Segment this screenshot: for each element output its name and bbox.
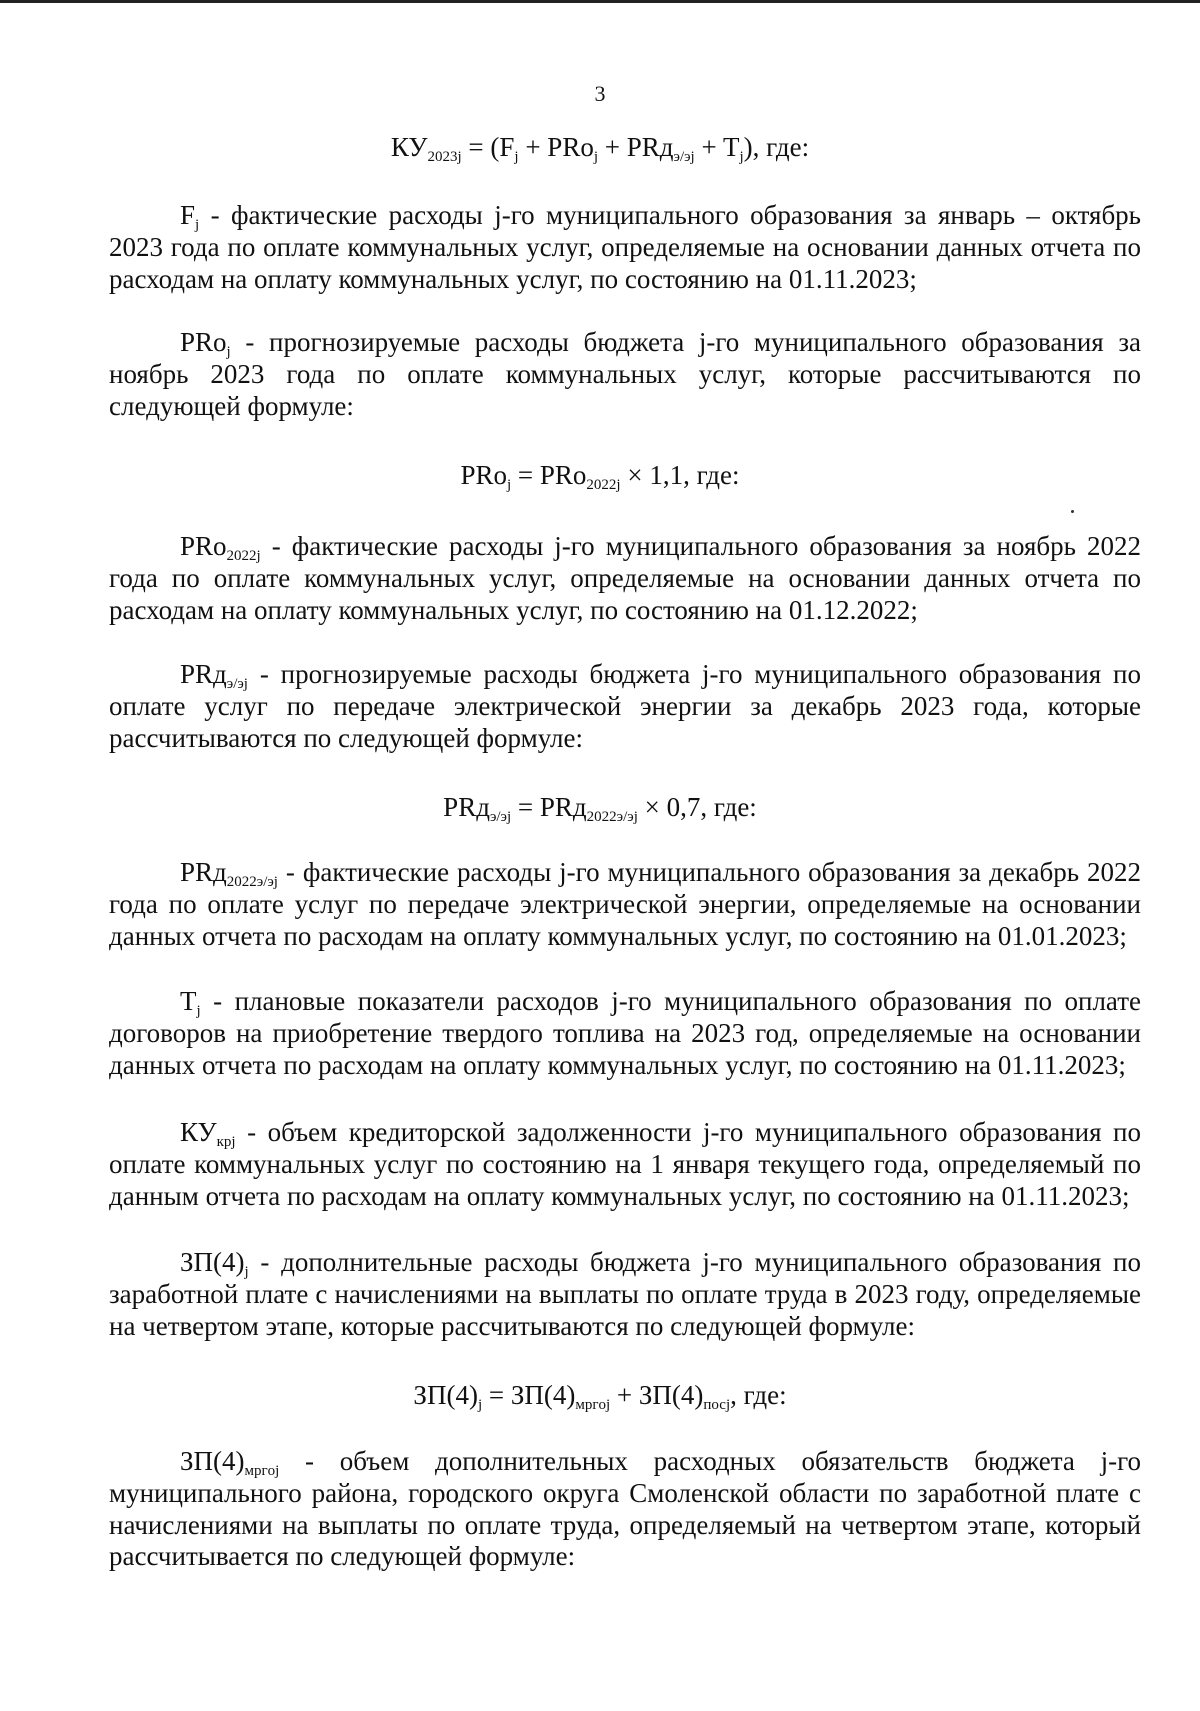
term-subscript: j <box>244 1264 249 1280</box>
formula-text: + PRд <box>598 132 674 162</box>
formula-text: × 1,1, где: <box>620 460 740 490</box>
formula-text: PRo <box>460 460 507 490</box>
definition-text: - прогнозируемые расходы бюджета j-го муниципального образования за ноябрь 2023 года по оплате коммунальных услуг, которые рассчитываются по следующей формуле: <box>109 327 1141 421</box>
formula-text: ЗП(4) <box>413 1380 478 1410</box>
formula-text: = (F <box>461 132 515 162</box>
term-subscript: j <box>195 217 200 233</box>
term: PRд <box>180 857 227 887</box>
formula-ku2023 <box>0 131 1200 163</box>
formula-text: PRд <box>443 792 490 822</box>
term-subscript: мpгoj <box>244 1463 280 1479</box>
formula-text: = PRд <box>511 792 587 822</box>
formula-subscript: э/эj <box>489 809 512 825</box>
definition-text: - объем кредиторской задолженности j-го муниципального образования по оплате коммунальных услуг по состоянию на 1 января текущего года, определяемый по данным отчета по расходам на оплату коммунальных услуг, по состоянию на 01.11.2023; <box>109 1117 1141 1211</box>
term: PRд <box>180 659 227 689</box>
formula-subscript: 2022э/эj <box>586 809 638 825</box>
term: ЗП(4) <box>180 1247 245 1277</box>
term: ЗП(4) <box>180 1446 245 1476</box>
formula-zp4 <box>0 1379 1200 1411</box>
paragraph-zp4-definition <box>109 1247 1141 1342</box>
definition-text: - фактические расходы j-го муниципального образования за ноябрь 2022 года по оплате коммунальных услуг, определяемые на основании данных отчета по расходам на оплату коммунальных услуг, по состоянию на 01.12.2022; <box>109 531 1141 625</box>
page-number: 3 <box>594 81 606 106</box>
formula-text: = PRo <box>511 460 587 490</box>
formula-text: + T <box>694 132 740 162</box>
paragraph-prd2022-definition <box>109 857 1141 952</box>
formula-subscript: 2022j <box>586 477 621 493</box>
term: PRo <box>180 327 227 357</box>
formula-text: КУ <box>390 132 428 162</box>
term: F <box>180 200 196 230</box>
term-subscript: э/эj <box>226 676 248 692</box>
formula-text: , где: <box>730 1380 787 1410</box>
formula-subscript: 2023j <box>427 149 462 165</box>
term-subscript: 2022э/эj <box>226 874 278 890</box>
term-subscript: 2022j <box>226 548 261 564</box>
formula-subscript: j <box>514 149 519 165</box>
formula-prd <box>0 791 1200 823</box>
formula-subscript: э/эj <box>673 149 695 165</box>
formula-text: = ЗП(4) <box>482 1380 576 1410</box>
formula-text: + ЗП(4) <box>610 1380 704 1410</box>
definition-text: - дополнительные расходы бюджета j-го муниципального образования по заработной плате с начислениями на выплаты по оплате труда в 2023 году, определяемые на четвертом этапе, которые рассчитываются по следующей формуле: <box>109 1247 1141 1341</box>
formula-pro <box>0 459 1200 491</box>
formula-text: + PRo <box>518 132 594 162</box>
term-subscript: крj <box>216 1134 236 1150</box>
term-subscript: j <box>226 344 231 360</box>
paragraph-t-definition <box>109 986 1141 1081</box>
paragraph-kukr-definition <box>109 1117 1141 1212</box>
definition-text: - фактические расходы j-го муниципального образования за декабрь 2022 года по оплате услуг по передаче электрической энергии, определяемые на основании данных отчета по расходам на оплату коммунальных услуг, по состоянию на 01.01.2023; <box>109 857 1141 951</box>
formula-subscript: j <box>593 149 599 165</box>
paragraph-zp4mrgo-definition <box>109 1446 1141 1573</box>
term: PRo <box>180 531 227 561</box>
paragraph-f-definition <box>109 200 1141 295</box>
paragraph-pro2022-definition <box>109 531 1141 626</box>
paragraph-prd-definition <box>109 659 1141 754</box>
formula-subscript: мpгoj <box>575 1397 611 1413</box>
definition-text: - плановые показатели расходов j-го муниципального образования по оплате договоров на приобретение твердого топлива на 2023 год, определяемые на основании данных отчета по расходам на оплату коммунальных услуг, по состоянию на 01.11.2023; <box>109 986 1141 1080</box>
definition-text: - прогнозируемые расходы бюджета j-го муниципального образования по оплате услуг по передаче электрической энергии за декабрь 2023 года, которые рассчитываются по следующей формуле: <box>109 659 1141 753</box>
term: T <box>180 986 197 1016</box>
paragraph-pro-definition <box>109 327 1141 422</box>
formula-subscript: посj <box>703 1397 731 1413</box>
formula-text: ), где: <box>743 132 810 162</box>
term-subscript: j <box>196 1003 201 1019</box>
formula-subscript: j <box>477 1397 483 1413</box>
scan-speck <box>1071 510 1074 513</box>
formula-subscript: j <box>739 149 744 165</box>
definition-text: - объем дополнительных расходных обязательств бюджета j-го муниципального района, городского округа Смоленской области по заработной плате с начислениями на выплаты по оплате труда, определяемый на четвертом этапе, который рассчитывается по следующей формуле: <box>109 1446 1141 1572</box>
formula-text: × 0,7, где: <box>637 792 757 822</box>
term: КУ <box>180 1117 217 1147</box>
formula-subscript: j <box>506 477 512 493</box>
definition-text: - фактические расходы j-го муниципального образования за январь – октябрь 2023 года по оплате коммунальных услуг, определяемые на основании данных отчета по расходам на оплату коммунальных услуг, по состоянию на 01.11.2023; <box>109 200 1141 294</box>
